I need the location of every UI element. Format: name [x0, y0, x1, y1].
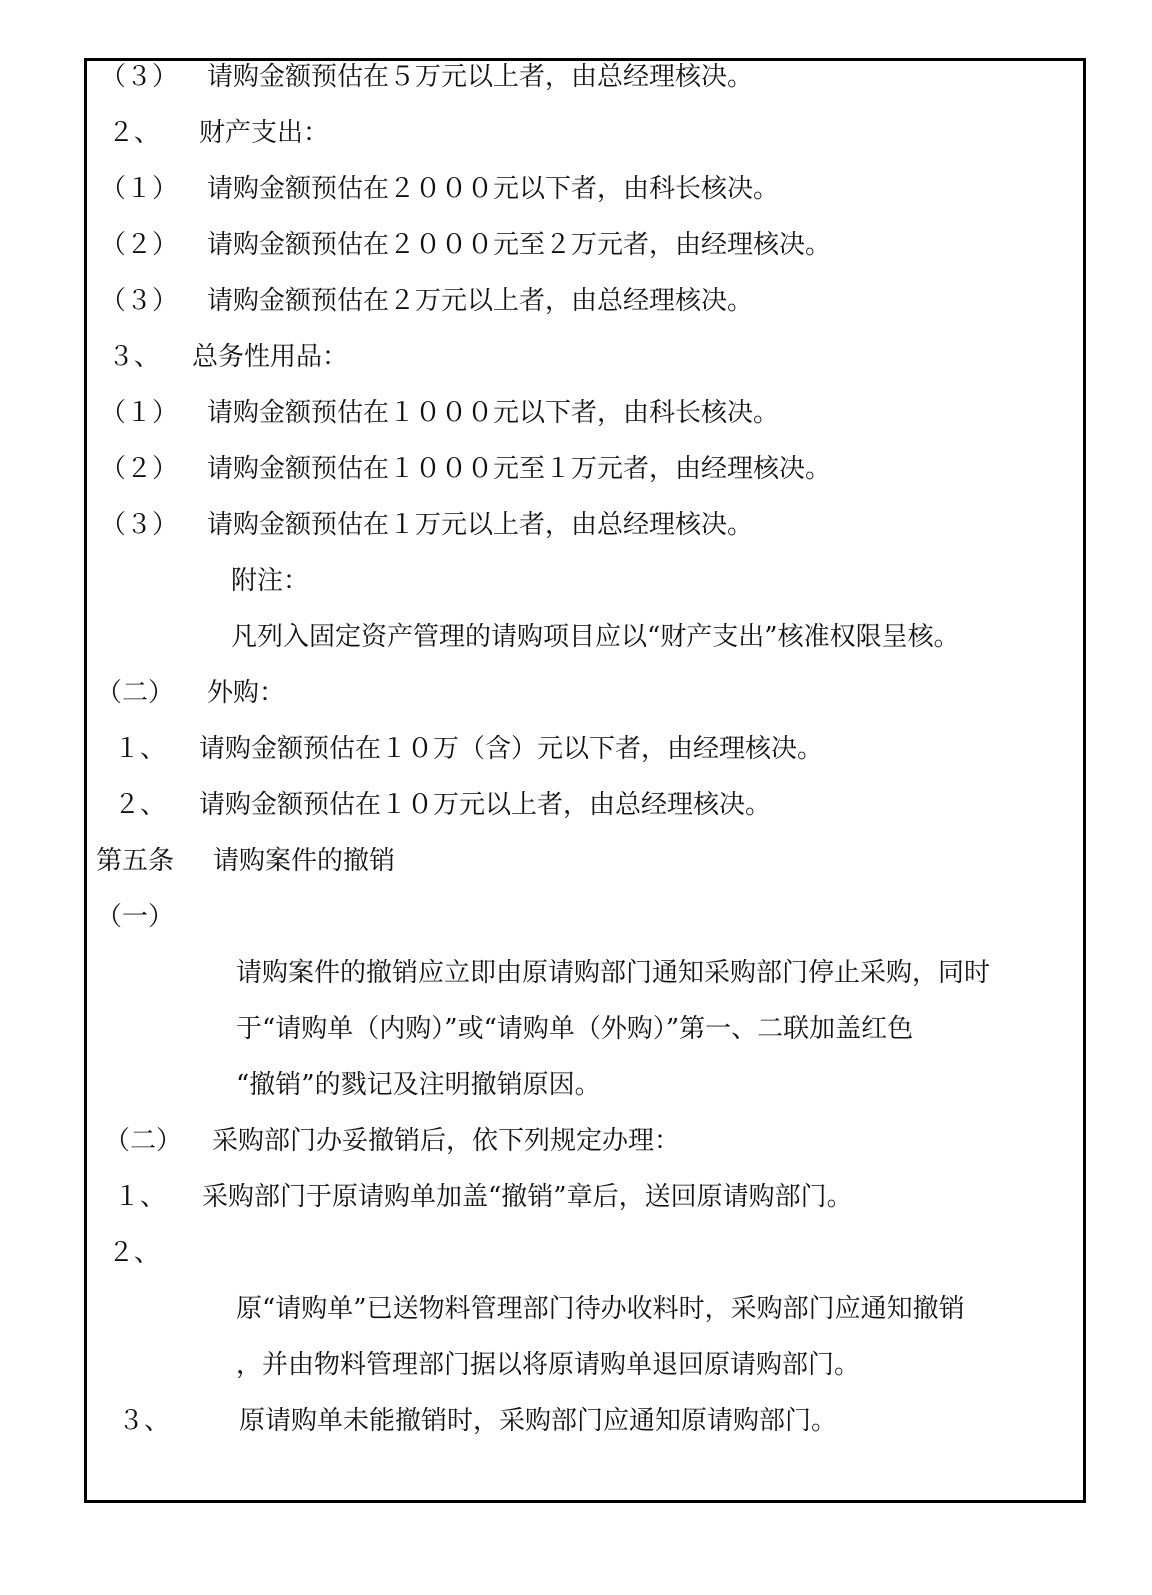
section-marker: （一）	[96, 902, 175, 932]
article-title: 请购案件的撤销	[213, 846, 396, 876]
paragraph-line: “撤销”的戮记及注明撤销原因。	[236, 1070, 601, 1100]
item-text: 财产支出：	[199, 118, 330, 148]
item-marker: ３、	[108, 342, 161, 372]
item-text: 原请购单未能撤销时，采购部门应通知原请购部门。	[239, 1406, 838, 1436]
paragraph-line: 请购案件的撤销应立即由原请购部门通知采购部门停止采购，同时	[236, 958, 991, 988]
paragraph-line: 原“请购单”已送物料管理部门待办收料时，采购部门应通知撤销	[236, 1294, 965, 1324]
note-heading: 附注：	[231, 566, 310, 596]
item-marker: （２）	[100, 454, 179, 484]
item-marker: （１）	[100, 174, 179, 204]
section-marker: （二）	[104, 1126, 183, 1156]
item-marker: １、	[114, 734, 167, 764]
item-marker: ３、	[118, 1406, 171, 1436]
item-text: 请购金额预估在２０００元以下者，由科长核决。	[207, 174, 780, 204]
item-text: 总务性用品：	[192, 342, 349, 372]
item-marker: （３）	[100, 510, 179, 540]
item-text: 请购金额预估在５万元以上者，由总经理核决。	[207, 62, 754, 92]
item-marker: （３）	[100, 62, 179, 92]
document-border	[84, 58, 1086, 1503]
article-number: 第五条	[96, 846, 175, 876]
item-marker: （２）	[100, 230, 179, 260]
item-text: 请购金额预估在２万元以上者，由总经理核决。	[207, 286, 754, 316]
item-text: 采购部门于原请购单加盖“撤销”章后，送回原请购部门。	[202, 1182, 853, 1212]
section-title: 采购部门办妥撤销后，依下列规定办理：	[212, 1126, 681, 1156]
item-text: 请购金额预估在１０万（含）元以下者，由经理核决。	[199, 734, 824, 764]
item-text: 请购金额预估在１０００元至１万元者，由经理核决。	[207, 454, 832, 484]
note-text: 凡列入固定资产管理的请购项目应以“财产支出”核准权限呈核。	[231, 622, 960, 652]
item-marker: ２、	[108, 118, 161, 148]
item-marker: １、	[114, 1182, 167, 1212]
item-text: 请购金额预估在１０００元以下者，由科长核决。	[207, 398, 780, 428]
paragraph-line: 于“请购单（内购）”或“请购单（外购）”第一、二联加盖红色	[236, 1014, 914, 1044]
item-marker: ２、	[114, 790, 167, 820]
item-text: 请购金额预估在１０万元以上者，由总经理核决。	[199, 790, 772, 820]
paragraph-line: ，并由物料管理部门据以将原请购单退回原请购部门。	[236, 1350, 861, 1380]
item-text: 请购金额预估在１万元以上者，由总经理核决。	[207, 510, 754, 540]
item-marker: （３）	[100, 286, 179, 316]
section-marker: （二）	[96, 678, 175, 708]
item-marker: （１）	[100, 398, 179, 428]
section-title: 外购：	[207, 678, 286, 708]
item-text: 请购金额预估在２０００元至２万元者，由经理核决。	[207, 230, 832, 260]
item-marker: ２、	[108, 1238, 161, 1268]
